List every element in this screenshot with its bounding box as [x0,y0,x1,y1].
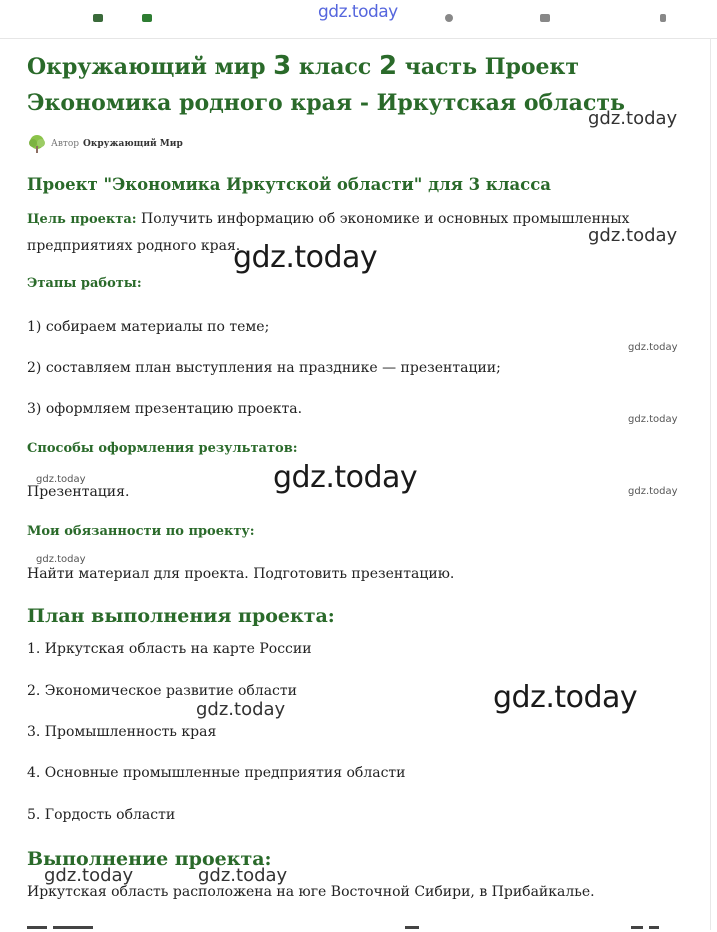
menu-icon-fragment [93,14,103,22]
stages-label: Этапы работы: [27,276,142,291]
watermark: gdz.today [628,486,678,497]
plan-item: 1. Иркутская область на карте России [27,641,312,657]
site-logo[interactable]: gdz.today [318,2,398,22]
watermark: gdz.today [493,680,638,715]
top-bar [0,0,717,39]
watermark: gdz.today [628,342,678,353]
project-subtitle: Проект "Экономика Иркутской области" для 3 класса [27,175,551,194]
watermark: gdz.today [628,414,678,425]
duties-text: Найти материал для проекта. Подготовить презентацию. [27,566,455,582]
plan-item: 2. Экономическое развитие области [27,683,297,699]
stage-item: 2) составляем план выступления на празднике — презентации; [27,360,501,376]
content-border [710,38,711,930]
stage-item: 3) оформляем презентацию проекта. [27,401,303,417]
user-icon[interactable] [540,14,550,22]
author-prefix: Автор [51,139,80,149]
plan-item: 3. Промышленность края [27,724,217,740]
watermark: gdz.today [273,460,418,495]
results-text: Презентация. [27,484,130,500]
tree-icon [27,134,47,154]
watermark: gdz.today [36,474,86,485]
results-label: Способы оформления результатов: [27,441,298,456]
watermark: gdz.today [198,865,288,886]
plan-item: 5. Гордость области [27,807,176,823]
search-icon[interactable] [445,14,453,22]
watermark: gdz.today [196,699,286,720]
watermark: gdz.today [588,225,678,246]
nav-icon-fragment [142,14,152,22]
watermark: gdz.today [36,554,86,565]
plan-item: 4. Основные промышленные предприятия области [27,765,406,781]
watermark: gdz.today [233,240,378,275]
duties-label: Мои обязанности по проекту: [27,524,255,539]
more-icon[interactable] [660,14,666,22]
stage-item: 1) собираем материалы по теме; [27,319,270,335]
execution-heading: Выполнение проекта: [27,848,272,870]
execution-text: Иркутская область расположена на юге Восточной Сибири, в Прибайкалье. [27,884,595,900]
watermark: gdz.today [588,108,678,129]
author-name[interactable]: Окружающий Мир [83,139,183,149]
page-title: Окружающий мир 3 класс 2 часть Проект Экономика родного края - Иркутская область [27,51,625,116]
goal-text: Получить информацию об экономике и основных промышленных предприятиях родного края. [27,211,630,254]
author-line [27,134,183,154]
plan-heading: План выполнения проекта: [27,605,335,627]
watermark: gdz.today [44,865,134,886]
goal-label: Цель проекта: [27,212,137,227]
